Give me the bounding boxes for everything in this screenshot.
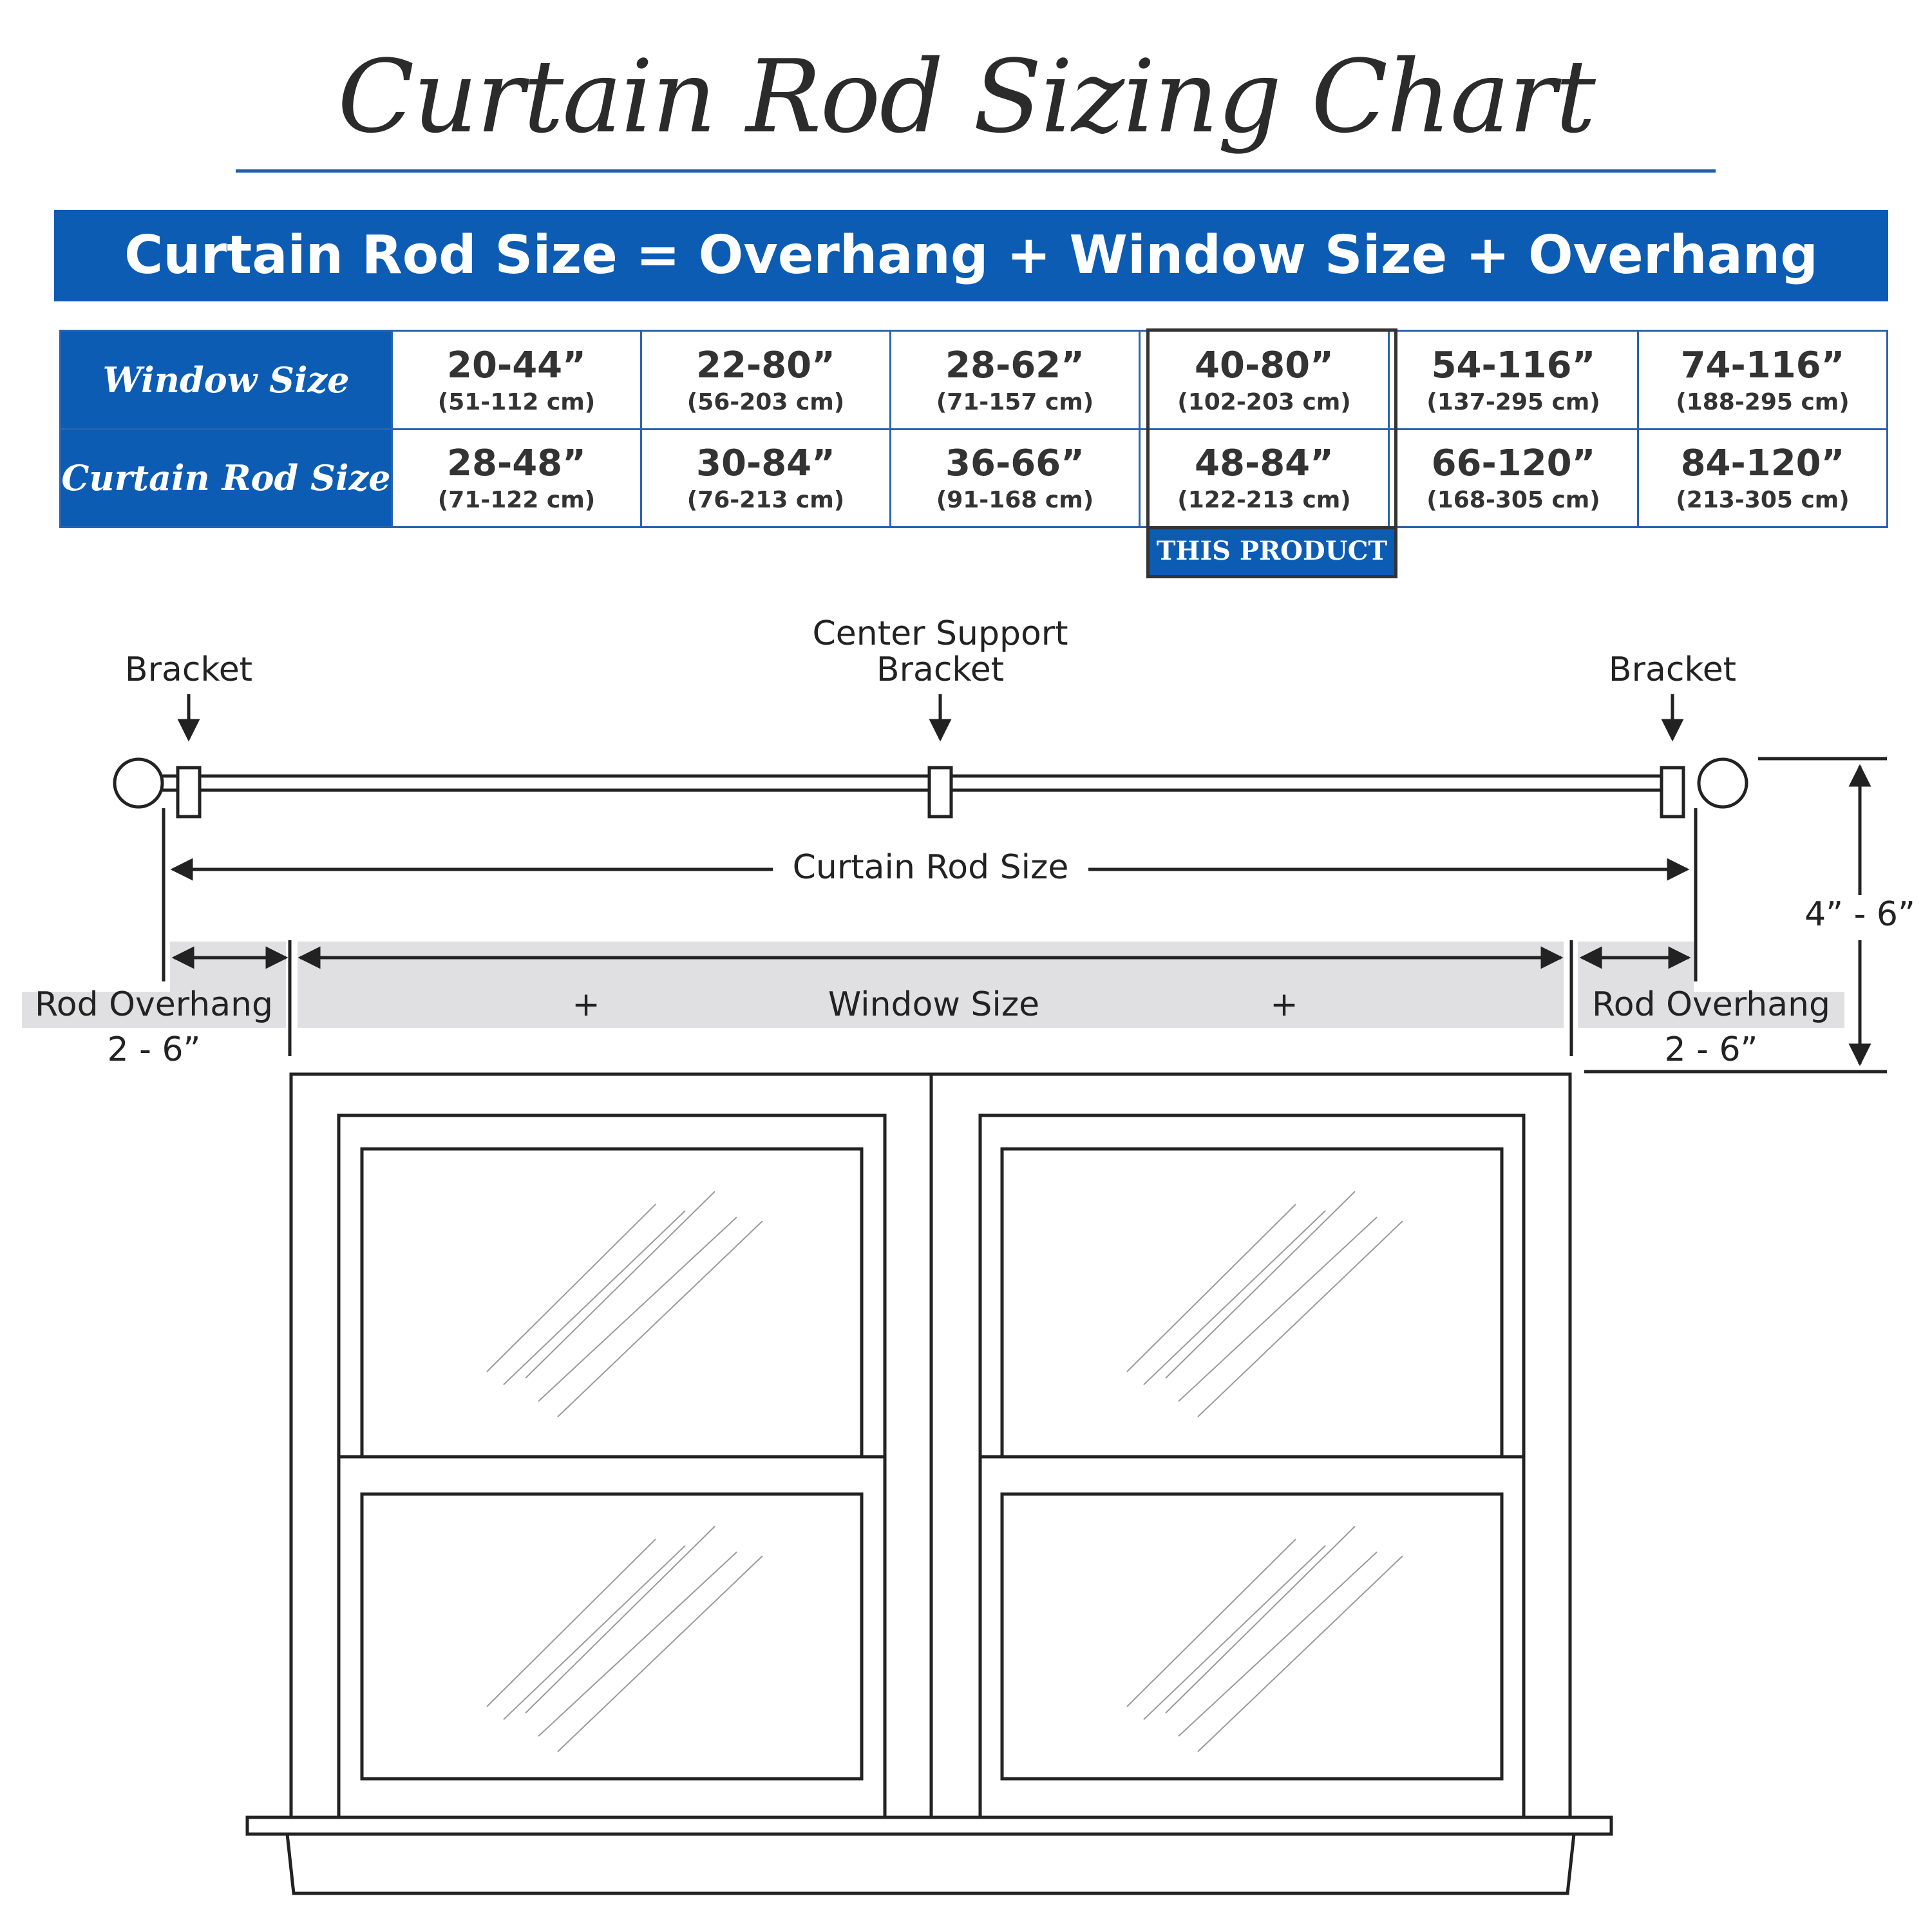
center-support-mount bbox=[929, 768, 951, 817]
rod-size-cell: 30-84” (76-213 cm) bbox=[641, 429, 891, 527]
overhang-left-label: Rod Overhang bbox=[34, 985, 274, 1024]
rod-size-cell-highlighted: 48-84” (122-213 cm) bbox=[1140, 429, 1389, 527]
rod-size-cell: 84-120” (213-305 cm) bbox=[1638, 429, 1888, 527]
window-size-label: Window Size bbox=[828, 985, 1040, 1024]
bracket-left-label: Bracket bbox=[124, 650, 253, 689]
bracket-left-mount bbox=[178, 768, 200, 817]
row-label-window-size: Window Size bbox=[61, 331, 392, 430]
window-size-cell: 74-116” (188-295 cm) bbox=[1638, 331, 1888, 430]
finial-right bbox=[1699, 759, 1747, 807]
rod-size-cell: 36-66” (91-168 cm) bbox=[891, 429, 1140, 527]
pane-top-right bbox=[1002, 1149, 1502, 1457]
center-support-label-line2: Bracket bbox=[876, 650, 1005, 689]
overhang-left-value: 2 - 6” bbox=[107, 1030, 201, 1069]
chart-title: Curtain Rod Sizing Chart bbox=[337, 38, 1595, 155]
plus-right: + bbox=[1270, 985, 1298, 1024]
window-illustration bbox=[247, 1074, 1611, 1893]
pane-bottom-right bbox=[1002, 1494, 1502, 1779]
this-product-tag: THIS PRODUCT bbox=[1146, 529, 1397, 578]
overhang-right-value: 2 - 6” bbox=[1664, 1030, 1758, 1069]
finial-left bbox=[115, 759, 162, 807]
plus-left: + bbox=[572, 985, 600, 1024]
row-label-rod-size: Curtain Rod Size bbox=[61, 429, 392, 527]
rod-size-cell: 28-48” (71-122 cm) bbox=[392, 429, 641, 527]
center-support-label-line1: Center Support bbox=[812, 614, 1068, 653]
overhang-right-label: Rod Overhang bbox=[1591, 985, 1831, 1024]
formula-banner: Curtain Rod Size = Overhang + Window Size + Overhang bbox=[54, 210, 1888, 301]
height-label: 4” - 6” bbox=[1794, 895, 1926, 934]
rod-size-cell: 66-120” (168-305 cm) bbox=[1389, 429, 1638, 527]
bracket-right-mount bbox=[1662, 768, 1683, 817]
window-size-cell: 22-80” (56-203 cm) bbox=[641, 331, 891, 430]
window-sill bbox=[247, 1817, 1611, 1834]
window-apron bbox=[287, 1834, 1574, 1893]
window-size-cell-highlighted: 40-80” (102-203 cm) bbox=[1140, 331, 1389, 430]
window-size-cell: 20-44” (51-112 cm) bbox=[392, 331, 641, 430]
rod-bar bbox=[161, 776, 1674, 790]
curtain-rod bbox=[115, 759, 1747, 817]
window-size-cell: 54-116” (137-295 cm) bbox=[1389, 331, 1638, 430]
rod-size-label: Curtain Rod Size bbox=[792, 848, 1069, 887]
bracket-right-label: Bracket bbox=[1608, 650, 1737, 689]
window-size-cell: 28-62” (71-157 cm) bbox=[891, 331, 1140, 430]
pane-top-left bbox=[362, 1149, 862, 1457]
pane-bottom-left bbox=[362, 1494, 862, 1779]
